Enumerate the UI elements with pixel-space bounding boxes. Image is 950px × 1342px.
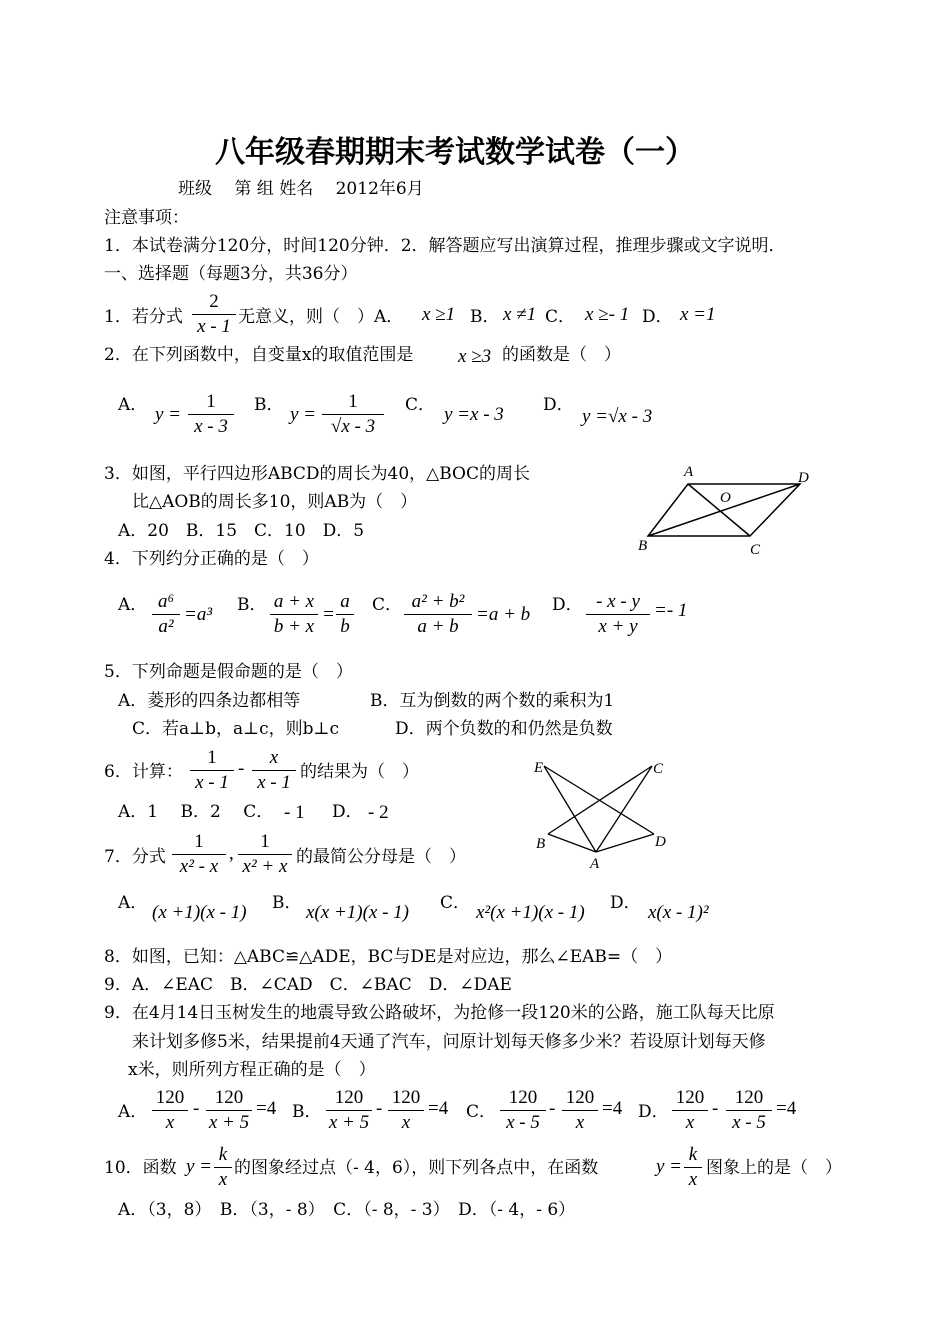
triangles-figure xyxy=(530,756,680,876)
question-8: 8．如图，已知：△ABC≌△ADE，BC与DE是对应边，那么∠EAB=（ ） xyxy=(104,947,673,967)
page-title: 八年级春期期末考试数学试卷（一） xyxy=(215,135,695,170)
label-c: C xyxy=(653,761,664,777)
label-d: D xyxy=(798,470,809,486)
segment-e-a xyxy=(544,766,596,852)
label-a: A xyxy=(590,856,600,872)
notes-line: 1．本试卷满分120分，时间120分钟．2．解答题应写出演算过程，推理步骤或文字说明． xyxy=(104,236,786,256)
q1-fraction: $\frac{2}{x - 1}$ xyxy=(192,290,236,339)
label-c: C xyxy=(750,542,761,558)
parallelogram-figure xyxy=(630,458,830,558)
label-d: D xyxy=(655,834,666,850)
label-e: E xyxy=(534,760,544,776)
diagonal-ac xyxy=(688,484,750,536)
segment-d-a xyxy=(596,834,654,852)
label-o: O xyxy=(720,490,731,506)
segment-c-a xyxy=(596,766,652,852)
question-8-options: 9．A．∠EAC B．∠CAD C．∠BAC D．∠DAE xyxy=(104,975,512,995)
label-b: B xyxy=(536,836,546,852)
segment-b-a xyxy=(548,834,596,852)
label-a: A xyxy=(684,464,694,480)
section-heading: 一、选择题（每题3分，共36分） xyxy=(104,264,358,284)
header-line: 班级 第 组 姓名 2012年6月 xyxy=(178,179,424,199)
label-b: B xyxy=(638,538,648,554)
notes-heading: 注意事项： xyxy=(104,208,189,228)
